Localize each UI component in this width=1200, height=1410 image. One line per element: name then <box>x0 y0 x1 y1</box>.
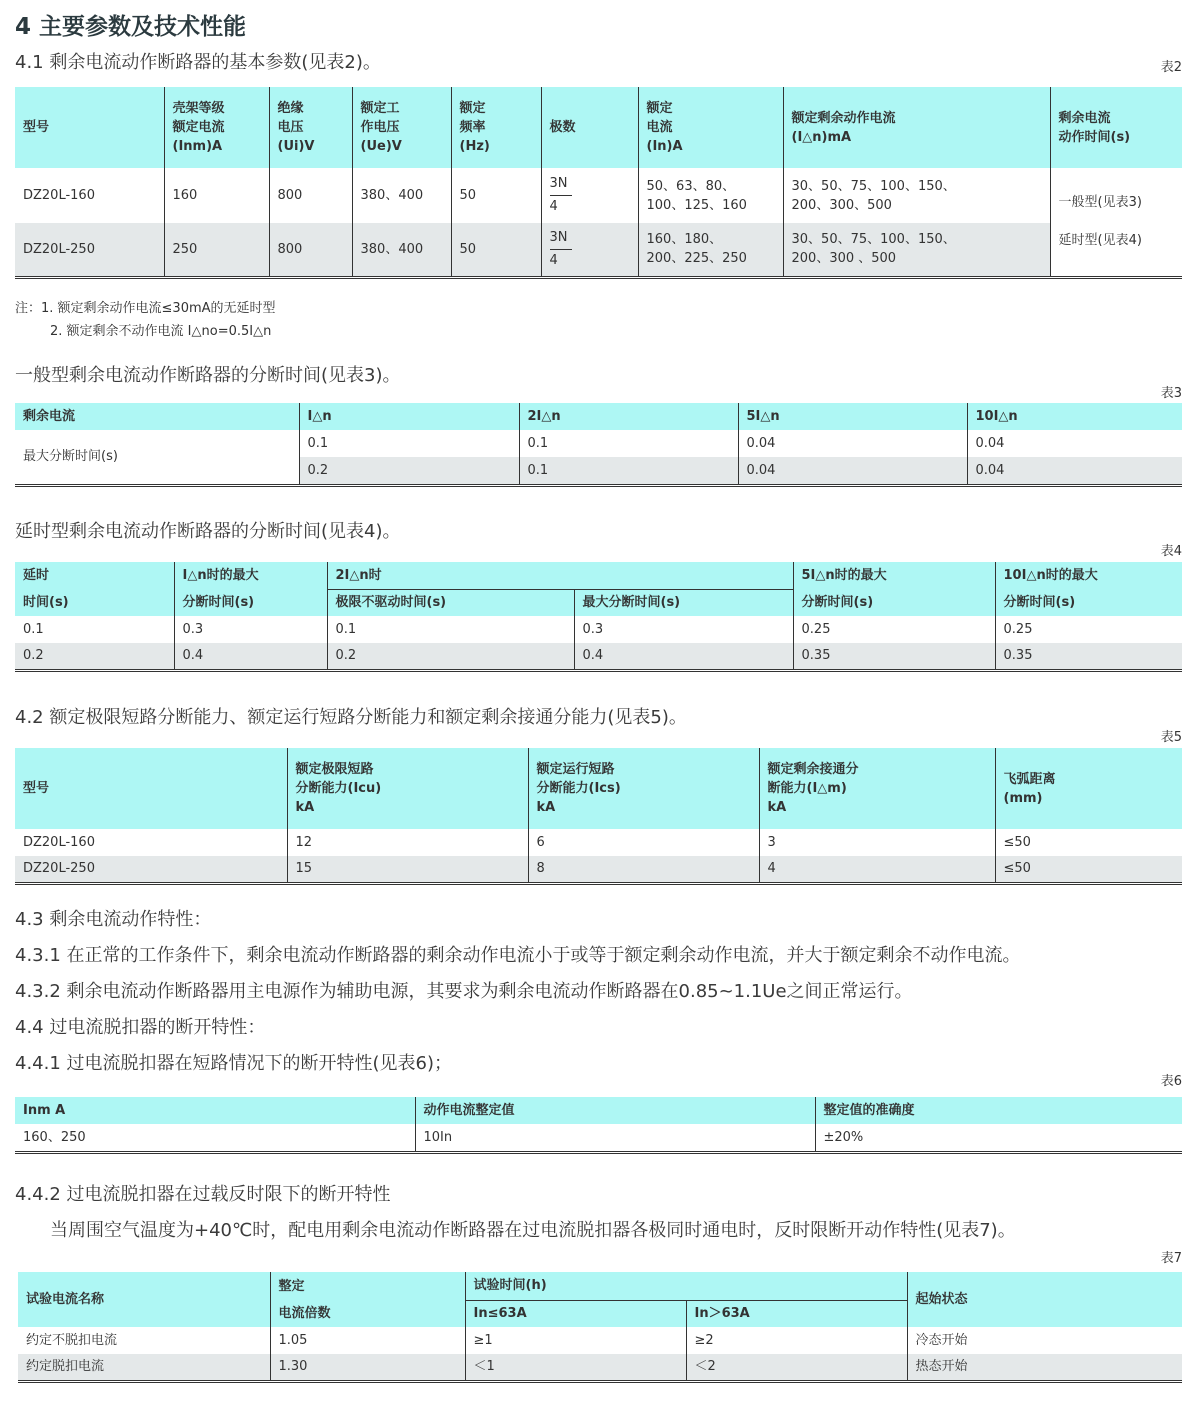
table-cell: 380、400 <box>352 223 451 277</box>
table-cell: ≤50 <box>995 829 1182 856</box>
table-cell: 0.1 <box>299 430 519 457</box>
para-4-4-2: 4.4.2 过电流脱扣器在过载反时限下的断开特性 <box>15 1184 391 1205</box>
table-cell: 380、400 <box>352 168 451 223</box>
note-2: 2. 额定剩余不动作电流 I△no=0.5I△n <box>50 324 272 339</box>
table-2-basic-parameters <box>15 87 1182 279</box>
table-cell: 0.2 <box>15 643 174 670</box>
heading-table4: 延时型剩余电流动作断路器的分断时间(见表4)。 <box>15 521 401 542</box>
residual-time-cell: 一般型(见表3) 延时型(见表4) <box>1050 168 1182 277</box>
table-3-general-type <box>15 403 1182 487</box>
para-4-4-1: 4.4.1 过电流脱扣器在短路情况下的断开特性(见表6)； <box>15 1053 453 1074</box>
table-row <box>15 856 1182 883</box>
table-cell: 1.05 <box>270 1327 465 1354</box>
pole-fraction <box>550 227 572 272</box>
fraction-top: 3N <box>550 173 572 196</box>
fraction-top: 3N <box>550 227 572 250</box>
header-row <box>15 403 1182 430</box>
header-row <box>15 1097 1182 1124</box>
table-6-short-circuit <box>15 1097 1182 1154</box>
header-cell: 额定剩余动作电流 (I△n)mA <box>783 87 1050 168</box>
header-cell: Inm A <box>15 1097 415 1124</box>
table2-label: 表2 <box>1160 60 1182 75</box>
table-row <box>15 168 1182 223</box>
table-5-breaking-capacity <box>15 748 1182 885</box>
table-cell: 50 <box>451 223 541 277</box>
fraction-bottom: 4 <box>549 199 558 214</box>
header-cell: 极限不驱动时间(s) <box>327 589 574 616</box>
table-cell <box>541 168 638 223</box>
header-cell: 试验时间(h) <box>465 1272 907 1300</box>
header-row <box>15 748 1182 829</box>
header-cell: 飞弧距离 (mm) <box>995 748 1182 829</box>
table-cell: 0.3 <box>574 616 793 643</box>
table-row <box>15 829 1182 856</box>
header-cell: 电流倍数 <box>270 1300 465 1327</box>
table-cell: 0.04 <box>738 457 967 485</box>
table-cell: ±20% <box>815 1124 1182 1152</box>
header-cell: 试验电流名称 <box>18 1272 270 1327</box>
para-4-4: 4.4 过电流脱扣器的断开特性： <box>15 1017 266 1038</box>
header-cell: 额定运行短路 分断能力(Ics) kA <box>528 748 759 829</box>
pole-fraction <box>550 173 572 218</box>
header-cell: 分断时间(s) <box>995 589 1182 616</box>
table-cell: 3 <box>759 829 995 856</box>
table-cell: 30、50、75、100、150、 200、300 、500 <box>783 223 1050 277</box>
table-row <box>18 1354 1182 1381</box>
table4-label: 表4 <box>1160 544 1182 559</box>
header-cell: I△n时的最大 <box>174 562 327 589</box>
header-cell: 型号 <box>15 87 164 168</box>
header-row <box>18 1272 1182 1300</box>
header-cell: 2I△n时 <box>327 562 793 589</box>
heading-table3: 一般型剩余电流动作断路器的分断时间(见表3)。 <box>15 365 401 386</box>
header-cell: 整定 <box>270 1272 465 1300</box>
para-4-3-2: 4.3.2 剩余电流动作断路器用主电源作为辅助电源，其要求为剩余电流动作断路器在0.85~1.1Ue之间正常运行。 <box>15 981 913 1002</box>
table-cell: 0.1 <box>23 622 44 637</box>
table-cell: ≥2 <box>686 1327 907 1354</box>
table-cell: 160 <box>164 168 269 223</box>
table-cell: 800 <box>269 223 352 277</box>
table-7-overload <box>18 1272 1182 1383</box>
table-cell: 50、63、80、 100、125、160 <box>638 168 783 223</box>
header-cell: 延时 <box>15 562 174 589</box>
table-cell: 0.04 <box>967 430 1182 457</box>
table-row <box>15 616 1182 643</box>
table-cell: 0.35 <box>793 643 995 670</box>
table-cell: 0.3 <box>174 616 327 643</box>
header-row <box>15 87 1182 168</box>
header-cell: 额定剩余接通分 断能力(I△m) kA <box>759 748 995 829</box>
table-cell: 热态开始 <box>907 1354 1182 1381</box>
table-cell: 0.4 <box>174 643 327 670</box>
header-cell: 极数 <box>541 87 638 168</box>
table-cell: 约定不脱扣电流 <box>26 1333 118 1348</box>
header-cell: 分断时间(s) <box>174 589 327 616</box>
header-cell: 时间(s) <box>15 589 174 616</box>
table-cell: 4 <box>759 856 995 883</box>
header-cell: 额定 电流 (In)A <box>638 87 783 168</box>
header-cell: 10I△n时的最大 <box>995 562 1182 589</box>
header-cell: 剩余电流 <box>15 403 299 430</box>
table-cell: ≤50 <box>995 856 1182 883</box>
table-cell: 15 <box>287 856 528 883</box>
table-cell: 0.1 <box>327 616 574 643</box>
header-cell: 绝缘 电压 (Ui)V <box>269 87 352 168</box>
header-cell: In≤63A <box>465 1300 686 1327</box>
table-cell: 6 <box>528 829 759 856</box>
table-cell: DZ20L-250 <box>15 223 164 277</box>
table-cell: 0.04 <box>967 457 1182 485</box>
header-cell: 10I△n <box>967 403 1182 430</box>
table-cell: 10In <box>415 1124 815 1152</box>
header-cell: 2I△n <box>519 403 738 430</box>
table-cell: 8 <box>528 856 759 883</box>
table-cell: 30、50、75、100、150、 200、300、500 <box>783 168 1050 223</box>
header-cell: 剩余电流 动作时间(s) <box>1050 87 1182 168</box>
table-cell: 0.4 <box>574 643 793 670</box>
table-cell <box>541 223 638 277</box>
para-4-3: 4.3 剩余电流动作特性： <box>15 909 212 930</box>
table-cell: 最大分断时间(s) <box>15 430 299 485</box>
table6-label: 表6 <box>1160 1074 1182 1089</box>
para-4-4-2-body: 当周围空气温度为+40℃时，配电用剩余电流动作断路器在过电流脱扣器各极同时通电时，反时限断开动作特性(见表7)。 <box>50 1220 1016 1241</box>
table-cell: DZ20L-160 <box>23 188 95 203</box>
table-cell: 160、180、 200、225、250 <box>638 223 783 277</box>
table-cell: 0.2 <box>299 457 519 485</box>
header-cell: 动作电流整定值 <box>415 1097 815 1124</box>
table-cell: 冷态开始 <box>907 1327 1182 1354</box>
table-cell: 0.04 <box>738 430 967 457</box>
header-cell: 额定 频率 (Hz) <box>451 87 541 168</box>
table-cell: DZ20L-250 <box>15 856 287 883</box>
para-4-3-1: 4.3.1 在正常的工作条件下，剩余电流动作断路器的剩余动作电流小于或等于额定剩余动作电流，并大于额定剩余不动作电流。 <box>15 945 1021 966</box>
header-cell: I△n <box>299 403 519 430</box>
header-cell: 5I△n <box>738 403 967 430</box>
table-cell: 0.25 <box>793 616 995 643</box>
table-cell: 1.30 <box>270 1354 465 1381</box>
table7-label: 表7 <box>1160 1251 1182 1266</box>
table-row <box>18 1327 1182 1354</box>
table-row <box>15 223 1182 277</box>
header-cell: 额定极限短路 分断能力(Icu) kA <box>287 748 528 829</box>
table-cell: ＜2 <box>686 1354 907 1381</box>
table-cell: 约定脱扣电流 <box>18 1354 270 1381</box>
table-cell: DZ20L-160 <box>23 835 95 850</box>
table-row <box>15 430 1182 457</box>
header-cell: 5I△n时的最大 <box>793 562 995 589</box>
table-cell: 0.2 <box>327 643 574 670</box>
header-row <box>15 562 1182 589</box>
fraction-bottom: 4 <box>549 252 558 268</box>
header-cell: 整定值的准确度 <box>815 1097 1182 1124</box>
table-row <box>15 1124 1182 1152</box>
table-cell: ＜1 <box>465 1354 686 1381</box>
table5-label: 表5 <box>1160 730 1182 745</box>
table-cell: 0.25 <box>995 616 1182 643</box>
table-row <box>15 643 1182 670</box>
header-cell: In＞63A <box>686 1300 907 1327</box>
note-1: 注：1. 额定剩余动作电流≤30mA的无延时型 <box>15 301 276 316</box>
header-row <box>15 589 1182 616</box>
section-title: 4 主要参数及技术性能 <box>15 14 247 40</box>
heading-4-1: 4.1 剩余电流动作断路器的基本参数(见表2)。 <box>15 52 381 73</box>
table-cell: 0.1 <box>519 430 738 457</box>
header-cell: 壳架等级 额定电流 (Inm)A <box>164 87 269 168</box>
header-cell: 分断时间(s) <box>793 589 995 616</box>
heading-4-2: 4.2 额定极限短路分断能力、额定运行短路分断能力和额定剩余接通分能力(见表5)。 <box>15 707 687 728</box>
table-cell: ≥1 <box>465 1327 686 1354</box>
header-cell: 型号 <box>15 748 287 829</box>
header-cell: 额定工 作电压 (Ue)V <box>352 87 451 168</box>
table-cell: 800 <box>269 168 352 223</box>
table-cell: 0.35 <box>995 643 1182 670</box>
table-cell: 160、250 <box>23 1129 86 1145</box>
table-cell: 0.1 <box>519 457 738 485</box>
table-cell: 250 <box>164 223 269 277</box>
table3-label: 表3 <box>1160 386 1182 401</box>
header-cell: 起始状态 <box>907 1272 1182 1327</box>
table-cell: 12 <box>287 829 528 856</box>
table-4-delay-type <box>15 562 1182 672</box>
table-cell: 50 <box>451 168 541 223</box>
header-cell: 最大分断时间(s) <box>574 589 793 616</box>
